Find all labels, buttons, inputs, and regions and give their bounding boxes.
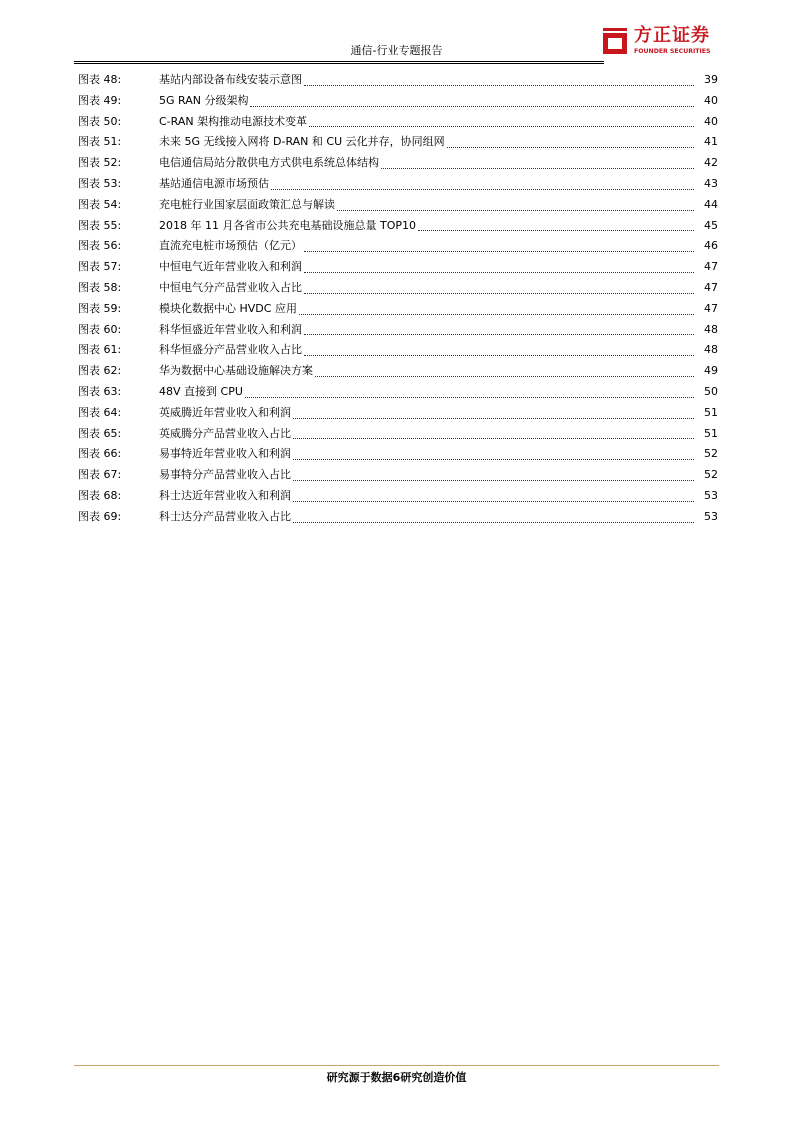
toc-entry[interactable]: [78, 382, 718, 403]
toc-entry-page-number[interactable]: 47: [704, 280, 718, 294]
toc-dot-leader: [304, 251, 694, 252]
toc-entry-title[interactable]: 基站内部设备布线安装示意图: [159, 73, 302, 86]
toc-entry-page-number[interactable]: 40: [704, 93, 718, 107]
toc-dot-leader: [418, 230, 694, 231]
toc-entry-label: 图表 64:: [78, 405, 122, 419]
toc-entry-label: 图表 55:: [78, 218, 122, 232]
toc-entry-title[interactable]: 科华恒盛分产品营业收入占比: [159, 343, 302, 357]
toc-entry-title[interactable]: 48V 直接到 CPU: [159, 384, 243, 398]
header-rule: [74, 61, 604, 62]
toc-entry-title[interactable]: 模块化数据中心 HVDC 应用: [159, 301, 297, 315]
toc-entry-label: 图表 56:: [78, 239, 122, 253]
toc-entry-title[interactable]: 基站通信电源市场预估: [159, 176, 269, 190]
toc-entry-label: 图表 67:: [78, 468, 122, 482]
toc-entry-label: 图表 68:: [78, 488, 122, 502]
toc-entry-page-number[interactable]: 44: [704, 197, 718, 211]
toc-dot-leader: [337, 210, 694, 211]
toc-entry-label: 图表 60:: [78, 322, 122, 336]
toc-entry-label: 图表 48:: [78, 73, 122, 86]
founder-logo: [600, 22, 725, 60]
logo-english-name: FOUNDER SECURITIES: [634, 48, 711, 55]
toc-dot-leader: [381, 168, 694, 169]
toc-dot-leader: [304, 85, 694, 86]
toc-entry-label: 图表 53:: [78, 176, 122, 190]
toc-dot-leader: [293, 501, 694, 502]
toc-entry[interactable]: [78, 444, 718, 465]
toc-entry-page-number[interactable]: 47: [704, 301, 718, 315]
toc-dot-leader: [315, 376, 694, 377]
toc-entry-page-number[interactable]: 51: [704, 426, 718, 440]
toc-entry-page-number[interactable]: 52: [704, 447, 718, 461]
toc-entry-title[interactable]: 2018 年 11 月各省市公共充电基础设施总量 TOP10: [159, 218, 416, 232]
toc-entry-title[interactable]: 易事特分产品营业收入占比: [159, 468, 291, 482]
toc-dot-leader: [309, 126, 694, 127]
toc-entry[interactable]: [78, 465, 718, 486]
toc-entry-title[interactable]: 科士达近年营业收入和利润: [159, 488, 291, 502]
header-rule-secondary: [74, 63, 604, 64]
toc-entry-title[interactable]: 5G RAN 分级架构: [159, 93, 249, 107]
toc-entry-page-number[interactable]: 52: [704, 468, 718, 482]
toc-entry-title[interactable]: 科华恒盛近年营业收入和利润: [159, 322, 302, 336]
toc-entry[interactable]: [78, 486, 718, 507]
toc-dot-leader: [245, 397, 694, 398]
toc-dot-leader: [293, 522, 694, 523]
toc-entry-title[interactable]: 充电桩行业国家层面政策汇总与解读: [159, 197, 335, 211]
toc-dot-leader: [250, 106, 694, 107]
toc-entry-page-number[interactable]: 49: [704, 364, 718, 378]
toc-dot-leader: [293, 459, 694, 460]
founder-logo-mark-icon: [600, 26, 630, 56]
toc-entry[interactable]: [78, 236, 718, 257]
toc-entry-label: 图表 66:: [78, 447, 122, 461]
toc-entry-label: 图表 69:: [78, 509, 122, 523]
toc-entry-label: 图表 54:: [78, 197, 122, 211]
toc-entry-title[interactable]: 易事特近年营业收入和利润: [159, 447, 291, 461]
toc-entry[interactable]: [78, 91, 718, 112]
toc-entry-page-number[interactable]: 48: [704, 343, 718, 357]
toc-entry-label: 图表 62:: [78, 364, 122, 378]
toc-entry-title[interactable]: 直流充电桩市场预估（亿元）: [159, 239, 302, 253]
toc-entry-title[interactable]: 科士达分产品营业收入占比: [159, 509, 291, 523]
toc-entry-page-number[interactable]: 53: [704, 488, 718, 502]
toc-entry[interactable]: [78, 195, 718, 216]
toc-entry[interactable]: [78, 216, 718, 237]
toc-entry-label: 图表 57:: [78, 260, 122, 274]
logo-chinese-name: 方正证券: [634, 25, 710, 46]
toc-dot-leader: [299, 314, 694, 315]
toc-entry[interactable]: [78, 278, 718, 299]
toc-entry[interactable]: [78, 320, 718, 341]
toc-entry-label: 图表 49:: [78, 93, 122, 107]
toc-entry[interactable]: [78, 112, 718, 133]
toc-dot-leader: [293, 480, 694, 481]
toc-entry-label: 图表 59:: [78, 301, 122, 315]
toc-entry[interactable]: [78, 132, 718, 153]
toc-entry-page-number[interactable]: 45: [704, 218, 718, 232]
toc-entry-title[interactable]: 电信通信局站分散供电方式供电系统总体结构: [159, 156, 379, 170]
toc-entry-page-number[interactable]: 50: [704, 384, 718, 398]
toc-entry-page-number[interactable]: 47: [704, 260, 718, 274]
toc-entry[interactable]: [78, 70, 718, 91]
toc-entry-label: 图表 63:: [78, 384, 122, 398]
toc-entry-page-number[interactable]: 53: [704, 509, 718, 523]
toc-entry[interactable]: [78, 299, 718, 320]
toc-dot-leader: [447, 147, 694, 148]
toc-entry-page-number[interactable]: 42: [704, 156, 718, 170]
toc-entry-label: 图表 50:: [78, 114, 122, 128]
toc-entry-title[interactable]: C-RAN 架构推动电源技术变革: [159, 114, 308, 128]
figure-index-list: [78, 70, 718, 528]
toc-entry-title[interactable]: 未来 5G 无线接入网将 D-RAN 和 CU 云化并存，协同组网: [159, 135, 445, 149]
toc-entry-label: 图表 51:: [78, 135, 122, 149]
toc-entry[interactable]: [78, 174, 718, 195]
toc-entry-label: 图表 65:: [78, 426, 122, 440]
toc-entry[interactable]: [78, 361, 718, 382]
toc-entry[interactable]: [78, 257, 718, 278]
toc-entry-title[interactable]: 英威腾近年营业收入和利润: [159, 405, 291, 419]
toc-entry[interactable]: [78, 153, 718, 174]
header-title: 通信-行业专题报告: [350, 44, 443, 57]
toc-entry-title[interactable]: 中恒电气近年营业收入和利润: [159, 260, 302, 274]
footer-rule: [74, 1065, 719, 1066]
toc-dot-leader: [293, 418, 694, 419]
toc-dot-leader: [304, 334, 694, 335]
toc-entry-title[interactable]: 华为数据中心基础设施解决方案: [159, 364, 313, 378]
toc-entry-page-number[interactable]: 51: [704, 405, 718, 419]
toc-entry-page-number[interactable]: 41: [704, 135, 718, 149]
toc-dot-leader: [304, 355, 694, 356]
toc-dot-leader: [304, 272, 694, 273]
toc-dot-leader: [304, 293, 694, 294]
toc-dot-leader: [271, 189, 694, 190]
footer-slogan: 研究源于数据6研究创造价值: [326, 1071, 467, 1084]
toc-entry-label: 图表 58:: [78, 280, 122, 294]
toc-entry[interactable]: [78, 340, 718, 361]
toc-entry-title[interactable]: 中恒电气分产品营业收入占比: [159, 280, 302, 294]
toc-entry-page-number[interactable]: 46: [704, 239, 718, 253]
toc-entry-page-number[interactable]: 39: [704, 73, 718, 86]
toc-entry-title[interactable]: 英威腾分产品营业收入占比: [159, 426, 291, 440]
toc-entry-page-number[interactable]: 43: [704, 176, 718, 190]
toc-entry[interactable]: [78, 403, 718, 424]
toc-dot-leader: [293, 438, 694, 439]
toc-entry[interactable]: [78, 507, 718, 528]
toc-entry[interactable]: [78, 424, 718, 445]
toc-entry-page-number[interactable]: 48: [704, 322, 718, 336]
toc-entry-label: 图表 52:: [78, 156, 122, 170]
toc-entry-label: 图表 61:: [78, 343, 122, 357]
toc-entry-page-number[interactable]: 40: [704, 114, 718, 128]
